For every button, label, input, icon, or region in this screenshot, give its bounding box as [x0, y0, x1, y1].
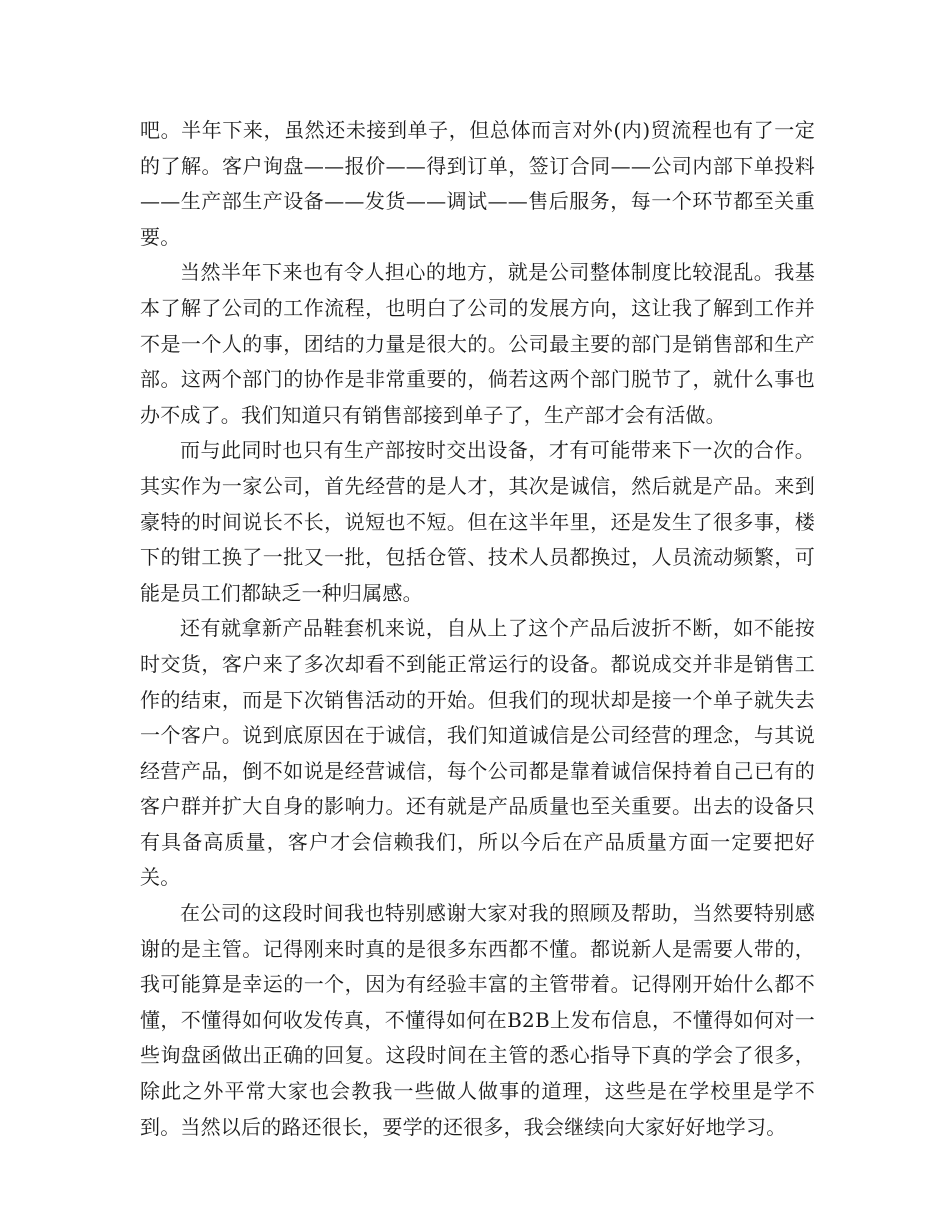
- document-body: [140, 113, 815, 1145]
- paragraph: 当然半年下来也有令人担心的地方，就是公司整体制度比较混乱。我基本了解了公司的工作流程，也明白了公司的发展方向，这让我了解到工作并不是一个人的事，团结的力量是很大的。公司最主要的部门是销售部和生产部。这两个部门的协作是非常重要的，倘若这两个部门脱节了，就什么事也办不成了。我们知道只有销售部接到单子了，生产部才会有活做。: [140, 260, 815, 427]
- paragraph-continued: 吧。半年下来，虽然还未接到单子，但总体而言对外(内)贸流程也有了一定的了解。客户询盘——报价——得到订单，签订合同——公司内部下单投料——生产部生产设备——发货——调试——售后服务，每一个环节都至关重要。: [140, 118, 815, 249]
- paragraph: 还有就拿新产品鞋套机来说，自从上了这个产品后波折不断，如不能按时交货，客户来了多次却看不到能正常运行的设备。都说成交并非是销售工作的结束，而是下次销售活动的开始。但我们的现状却是接一个单子就失去一个客户。说到底原因在于诚信，我们知道诚信是公司经营的理念，与其说经营产品，倒不如说是经营诚信，每个公司都是靠着诚信保持着自己已有的客户群并扩大自身的影响力。还有就是产品质量也至关重要。出去的设备只有具备高质量，客户才会信赖我们，所以今后在产品质量方面一定要把好关。: [140, 616, 815, 890]
- paragraph: 在公司的这段时间我也特别感谢大家对我的照顾及帮助，当然要特别感谢的是主管。记得刚来时真的是很多东西都不懂。都说新人是需要人带的，我可能算是幸运的一个，因为有经验丰富的主管带着。记得刚开始什么都不懂，不懂得如何收发传真，不懂得如何在B2B上发布信息，不懂得如何对一些询盘函做出正确的回复。这段时间在主管的悉心指导下真的学会了很多，除此之外平常大家也会教我一些做人做事的道理，这些是在学校里是学不到。当然以后的路还很长，要学的还很多，我会继续向大家好好地学习。: [140, 901, 815, 1139]
- paragraph: 而与此同时也只有生产部按时交出设备，才有可能带来下一次的合作。其实作为一家公司，首先经营的是人才，其次是诚信，然后就是产品。来到豪特的时间说长不长，说短也不短。但在这半年里，还是发生了很多事，楼下的钳工换了一批又一批，包括仓管、技术人员都换过，人员流动频繁，可能是员工们都缺乏一种归属感。: [140, 438, 815, 605]
